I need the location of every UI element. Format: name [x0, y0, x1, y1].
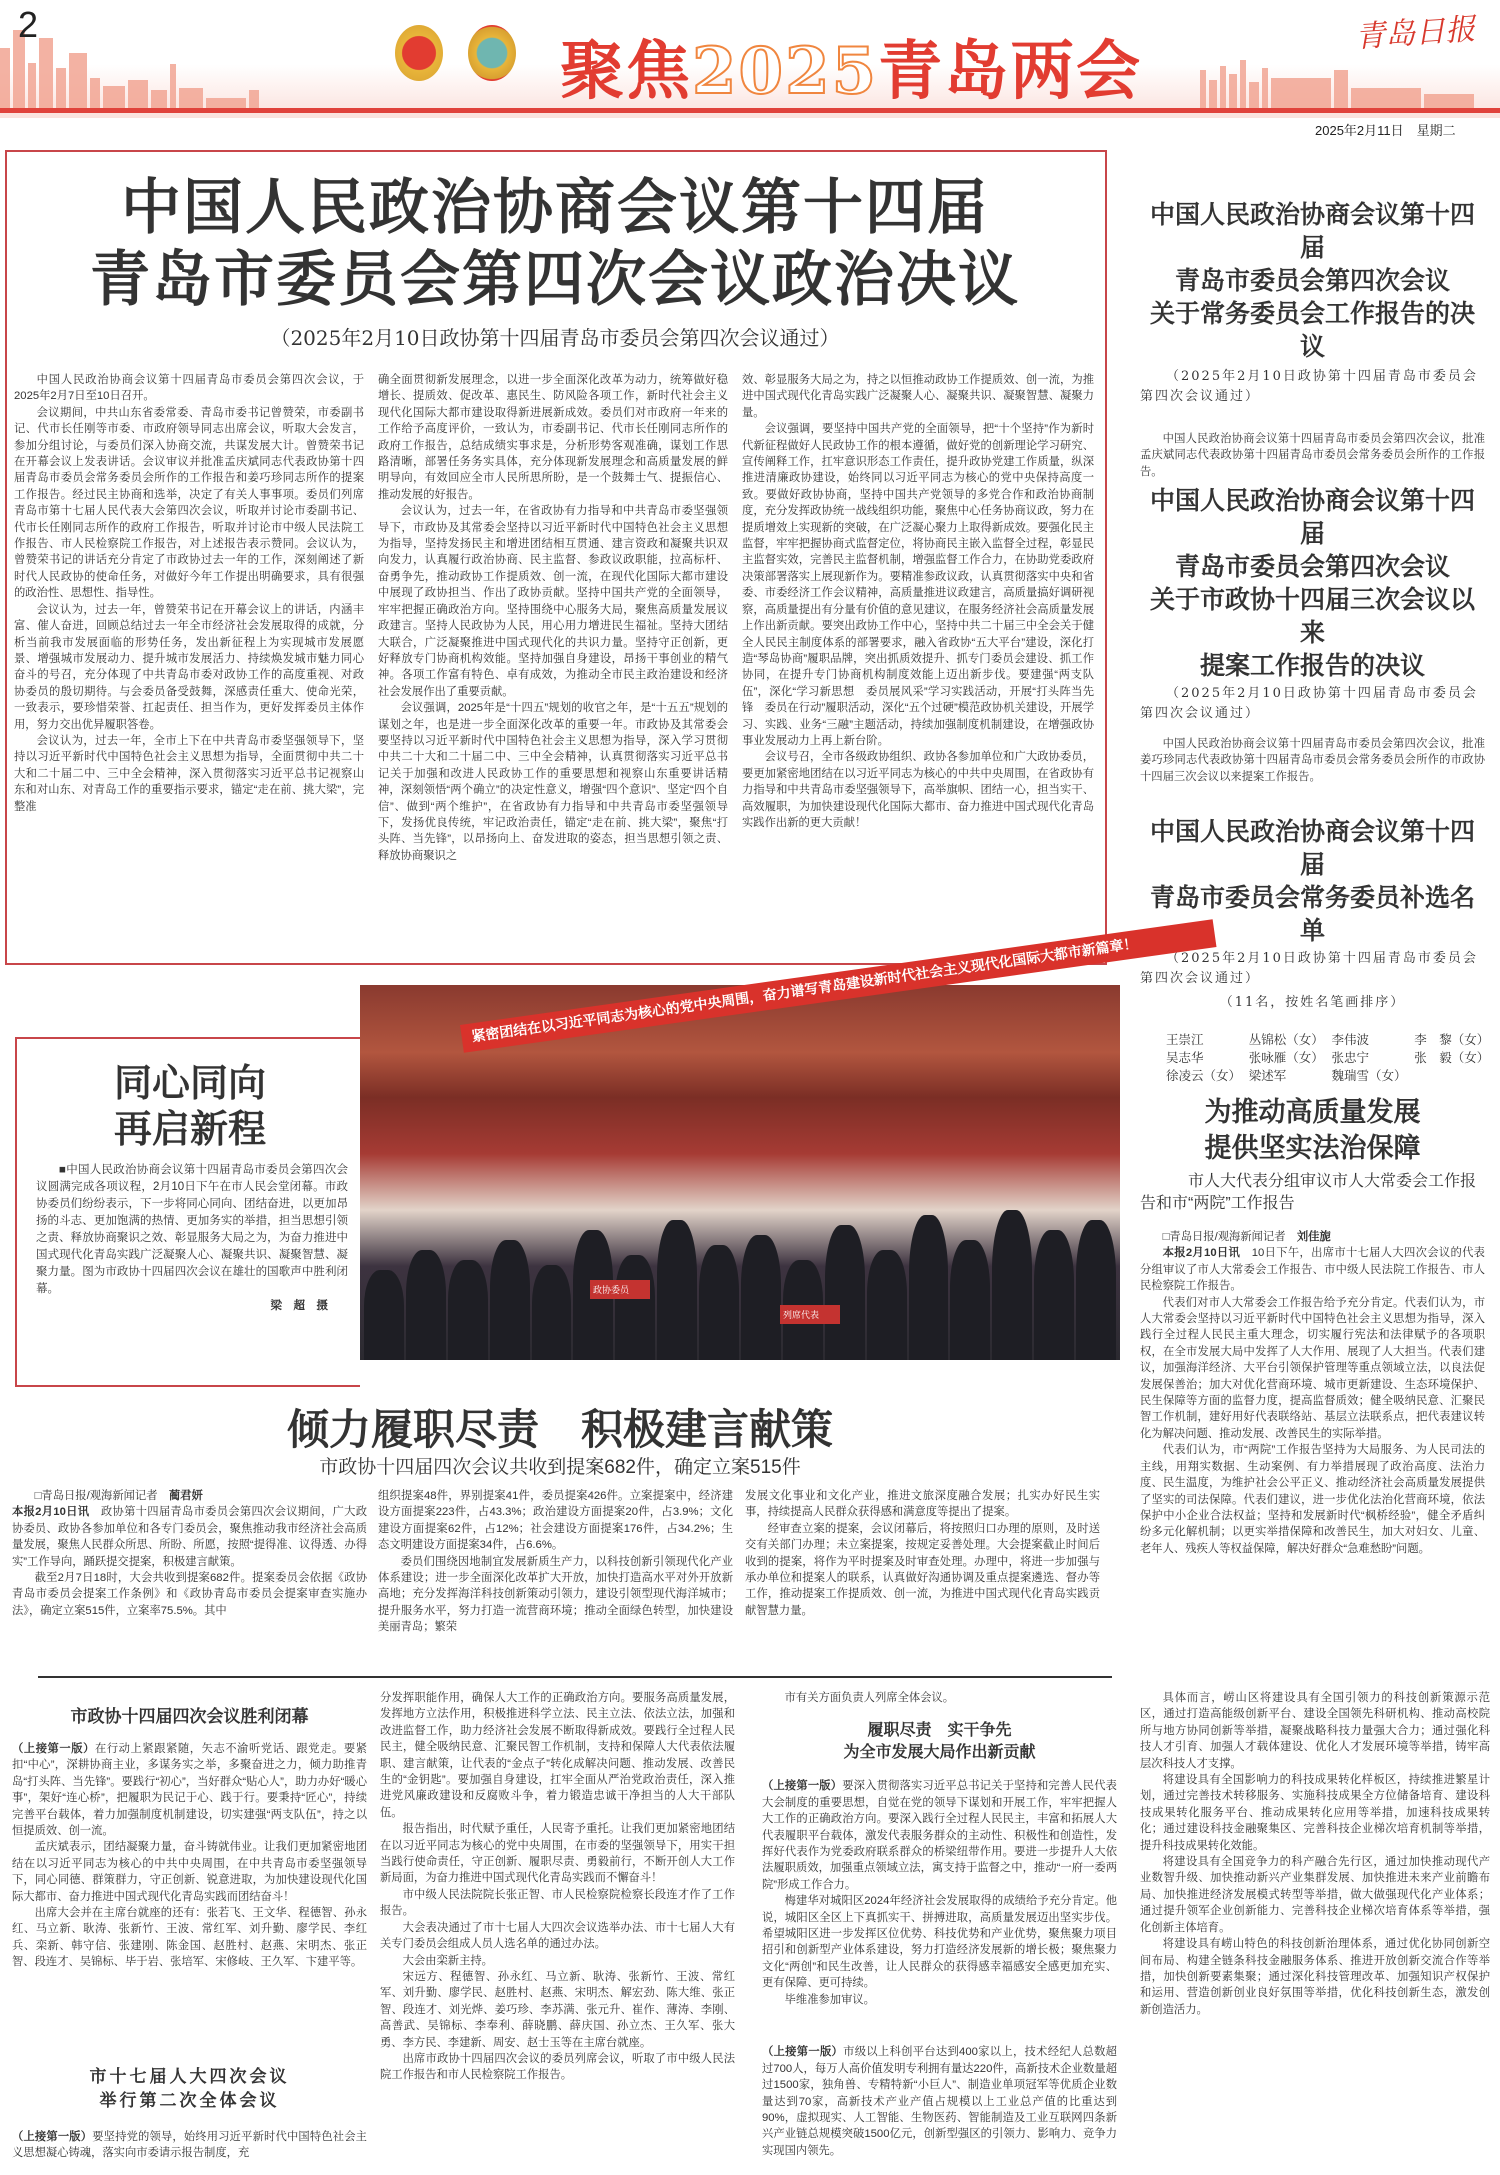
continued-label: （上接第一版） [762, 2046, 844, 2059]
paragraph: 将建设具有全国竞争力的科产融合先行区，通过加快推动现代产业数智升级、加快推动新兴产业集群发展、加快推进未来产业前瞻布局、加快推进经济发展模式转型等举措，做大做强现代化产业体系；通过提升领军企业创新能力、完善科技企业梯次培育体系等举措，强化创新主体培育。 [1140, 1856, 1490, 1934]
paragraph: 会议认为，过去一年，在省政协有力指导和中共青岛市委坚强领导下，市政协及其常委会坚持以习近平新时代中国特色社会主义思想为指导，坚持发扬民主和增进团结相互贯通、建言资政和凝聚共识双向发力，认真履行政治协商、民主监督、参政议政职能，拉高标杆、奋勇争先，推动政协工作提质效、创一流，在现代化国际大都市建设中展现了政协担当、作出了政协贡献。坚持中国共产党的全面领导，牢牢把握正确政治方向。坚持围绕中心服务大局，聚焦高质量发展议政建言。坚持人民政协为人民，用心用力增进民生福祉。坚持大团结大联合，广泛凝聚推进中国式现代化的共识力量。坚持守正创新，更好释放专门协商机构效能。坚持加强自身建设，昂扬干事创业的精气神。各项工作富有特色、卓有成效，为推动全市民主政治建设和经济社会发展作出了重要贡献。 [378, 505, 728, 698]
namelist-note: （11名，按姓名笔画排序） [1219, 995, 1406, 1010]
title-line: 青岛市委员会第四次会议 [1174, 552, 1450, 581]
paragraph: 效、彰显服务大局之为，持之以恒推动政协工作提质效、创一流，为推进中国式现代化青岛实践广泛凝聚人心、凝聚共识、凝聚智慧、凝聚力量。 [742, 374, 1094, 419]
title-line: 提案工作报告的决议 [1199, 651, 1425, 680]
paragraph: 会议号召，全市各级政协组织、政协各参加单位和广大政协委员，要更加紧密地团结在以习近平同志为核心的中共中央周围，在省政协有力指导和中共青岛市委坚强领导下，高举旗帜、团结一心，担当实干、高效履职，为加快建设现代化国际大都市、奋力推进中国式现代化青岛实践作出新的更大贡献！ [742, 751, 1094, 829]
bottom-column-1 [12, 1690, 367, 2163]
continued-label: （上接第一版） [12, 1743, 95, 1755]
proposal-column-1 [12, 1488, 367, 1638]
cppcc-close-title: 市政协十四届四次会议胜利闭幕 [70, 1707, 309, 1727]
skyline-right-illustration [1200, 55, 1474, 110]
article-body [1140, 1229, 1485, 1669]
npc-plenary-title [12, 2065, 367, 2113]
resolution-subtitle: （2025年2月10日政协第十四届青岛市委员会第四次会议通过） [1140, 686, 1478, 721]
paragraph: 分发挥职能作用，确保人大工作的正确政治方向。要服务高质量发展，发挥地方立法作用，积极推进科学立法、民主立法、依法立法，加强和改进监督工作，助力经济社会发展不断取得新成效。要践行全过程人民民主，健全吸纳民意、汇聚民智工作机制，支持和保障人大代表依法履职、建言献策，让代表的“金点子”转化成解决问题、推动发展、改善民生的“金钥匙”。要加强自身建设，扛牢全面从严治党政治责任，深入推进党风廉政建设和反腐败斗争，着力锻造忠诚干净担当的人大干部队伍。 [380, 1692, 735, 1819]
byline [1140, 1229, 1485, 1245]
paragraph: 发展文化事业和文化产业，推进文旅深度融合发展；扎实办好民生实事，持续提高人民群众获得感和满意度等提出了提案。 [745, 1490, 1100, 1519]
laoshan-article-start [762, 2044, 1117, 2157]
byline-prefix: □青岛日报/观海新闻记者 [34, 1490, 158, 1502]
main-article-column-1 [14, 372, 364, 960]
title-line: 为全市发展大局作出新贡献 [843, 1744, 1036, 1762]
dateline: 本报2月10日讯 [12, 1506, 90, 1519]
paragraph [12, 1504, 367, 1570]
paragraph: 委员们围绕因地制宜发展新质生产力，以科技创新引领现代化产业体系建设；进一步全面深化改革扩大开放，加快打造高水平对外开放新高地；充分发挥海洋科技创新策动引领力，建设引领型现代海洋城市；提升服务水平，努力打造一流营商环境；推动全面绿色转型，加快建设美丽青岛；繁荣 [378, 1555, 733, 1634]
member-name: 梁述军 [1248, 1069, 1287, 1083]
title-line: 青岛市委员会常务委员补选名单 [1149, 883, 1475, 945]
section-title-suffix: 青岛两会 [878, 34, 1143, 109]
paragraph: 经审查立案的提案，会议闭幕后，将按照归口办理的原则，及时送交有关部门办理；未立案提案，按规定妥善处理。大会提案截止时间后收到的提案，将作为平时提案及时审查处理。办理中，将进一步加强与承办单位和提案人的联系，认真做好沟通协调及重点提案遴选、督办等工作，推动提案工作提质效、创一流，为推进中国式现代化青岛实践贡献智慧力量。 [745, 1522, 1100, 1617]
member-name: 张忠宁 [1331, 1051, 1370, 1065]
member-name: 张 毅（女） [1414, 1051, 1490, 1065]
paragraph: 会议强调，2025年是“十四五”规划的收官之年，是“十五五”规划的谋划之年，也是进一步全面深化改革的重要一年。市政协及其常委会要坚持以习近平新时代中国特色社会主义思想为指导，深入学习贯彻中共二十大和二十届二中、三中全会精神，认真贯彻落实习近平总书记关于加强和改进人民政协工作的重要思想和视察山东重要讲话精神，深刻领悟“两个确立”的决定性意义，增强“四个意识”、坚定“四个自信”、做到“两个维护”，在省政协有力指导和中共青岛市委坚强领导下，发扬优良传统，牢记政治责任，锚定“走在前、挑大梁”，聚焦“打头阵、当先锋”，以昂扬向上、奋发进取的姿态，担当思想引领之责、释放协商聚识之 [378, 702, 728, 862]
continued-label: （上接第一版） [762, 1780, 843, 1793]
paragraph [762, 2044, 1117, 2159]
paragraph-text: 在行动上紧跟紧随，矢志不渝听党话、跟党走。要紧扣“中心”，深耕协商主业，多谋务实之举，多聚奋进之力，倾力助推青岛“打头阵、当先锋”。要践行“初心”，当好群众“贴心人”，助力办好“暖心事”，架好“连心桥”，把履职为民记于心、践于行。要秉持“匠心”，持续完善平台载体，着力加强制度机制建设，切实建强“两支队伍”，持之以恒提质效、创一流。 [12, 1743, 367, 1838]
bottom-column-2 [380, 1690, 735, 2160]
paragraph [762, 1778, 1117, 1893]
photo-banner-slogan: 紧密团结在以习近平同志为核心的党中央周围，奋力谱写青岛建设新时代社会主义现代化国际大都市新篇章！ [460, 919, 1217, 1052]
bottom-column-3 [762, 1690, 1117, 2157]
title-line: 市十七届人大四次会议 [89, 2067, 290, 2087]
paragraph: 出席市政协十四届四次会议的委员列席会议，听取了市中级人民法院工作报告和市人民检察院工作报告。 [380, 2052, 735, 2082]
headline-line: 同心同向 [113, 1060, 266, 1105]
reporter-name: 蔺君妍 [168, 1490, 203, 1502]
title-line: 履职尽责 实干争先 [867, 1722, 1012, 1740]
photo-sign: 列席代表 [780, 1305, 840, 1324]
main-title-line2: 青岛市委员会第四次会议政治决议 [90, 245, 1020, 315]
photo-crowd [360, 1210, 1120, 1360]
title-line: 中国人民政治协商会议第十四届 [1149, 817, 1475, 879]
issue-date: 2025年2月11日 星期二 [1315, 123, 1456, 138]
article-subtitle: 市人大代表分组审议市人大常委会工作报告和市“两院”工作报告 [1140, 1173, 1477, 1212]
proposal-column-2 [378, 1488, 733, 1638]
paragraph [12, 1741, 367, 1839]
paragraph: 中国人民政治协商会议第十四届青岛市委员会第四次会议，批准孟庆斌同志代表政协第十四届青岛市委员会常务委员会所作的工作报告。 [1140, 433, 1485, 478]
resolution-title [1140, 484, 1485, 682]
title-line: 中国人民政治协商会议第十四届 [1149, 200, 1475, 262]
paragraph: 大会由栾新主持。 [402, 1954, 493, 1967]
paragraph: 宋远方、程德智、孙永红、马立新、耿涛、张新竹、王波、常红军、刘升勤、廖学民、赵胜村、赵燕、宋明杰、解宏劲、陈大维、张正智、段连才、刘光烨、姜巧珍、李苏满、张元升、崔作、薄涛、李刚、高善武、吴锦标、李奉利、薛晓鹏、薛庆国、孙立杰、王久军、张大勇、李方民、李建新、周安、赵士玉等在主席台就座。 [380, 1970, 735, 2049]
proposal-article-subtitle: 市政协十四届四次会议共收到提案682件，确定立案515件 [319, 1457, 801, 1478]
npc-review-article [1140, 1095, 1485, 1669]
member-name: 李 黎（女） [1414, 1033, 1490, 1047]
dateline: 本报2月10日讯 [1162, 1247, 1241, 1260]
paragraph: 会议期间，中共山东省委常委、青岛市委书记曾赞荣，市委副书记、代市长任刚等市委、市政府领导同志出席会议，听取大会发言，参加分组讨论，与委员们深入协商交流，共谋发展大计。曾赞荣书记在开幕会议上发表讲话。会议审议并批准孟庆斌同志代表政协第十四届青岛市委员会常务委员会所作的工作报告和姜巧珍同志所作的提案工作报告。经过民主协商和选举，决定了有关人事事项。委员们列席青岛市第十七届人民代表大会第四次会议，听取并讨论市委副书记、代市长任刚同志所作的政府工作报告，听取并讨论市中级人民法院工作报告、市人民检察院工作报告，对上述报告表示赞同。会议认为，曾赞荣书记的讲话充分肯定了市政协过去一年的工作，深刻阐述了新时代人民政协的使命任务，对做好今年工作提出明确要求，具有很强的政治性、思想性、指导性。 [14, 406, 364, 600]
byline-prefix: □青岛日报/观海新闻记者 [1162, 1231, 1286, 1243]
page-number: 2 [18, 4, 39, 45]
resolution-body [1140, 736, 1485, 785]
photographer-credit: 梁 超 摄 [270, 1300, 328, 1312]
main-article-column-2 [378, 372, 728, 960]
paragraph-text: 要深入贯彻落实习近平总书记关于坚持和完善人民代表大会制度的重要思想，自觉在党的领导下谋划和开展工作，牢牢把握人大工作的正确政治方向。要深入践行全过程人民民主，丰富和拓展人大代表履职平台载体，激发代表服务群众的主动性、积极性和创造性，发挥好代表作为党委政府联系群众的桥梁纽带作用。要进一步提升人大依法履职质效，加强重点领域立法，寓支持于监督之中，推动“一府一委两院”形成工作合力。 [762, 1780, 1117, 1891]
paragraph-text: 政协第十四届青岛市委员会第四次会议期间，广大政协委员、政协各参加单位和各专门委员会，聚焦推动我市经济社会高质量发展，聚焦人民群众所思、所盼、所愿，按照“提得准、议得透、办得实”工作导向，踊跃提交提案，积极建言献策。 [12, 1506, 367, 1568]
paragraph [1140, 1245, 1485, 1294]
resolution-standing-committee [1140, 198, 1485, 480]
conference-hall-photo [360, 936, 1139, 1360]
paragraph: 组织提案48件，界别提案41件，委员提案426件。立案提案中，经济建设方面提案223件，占43.3%；政治建设方面提案20件，占3.9%；文化建设方面提案62件，占12%；社会建设方面提案176件，占34.2%；生态文明建设方面提案34件，占6.6%。 [378, 1490, 733, 1552]
title-line: 青岛市委员会第四次会议 [1174, 266, 1450, 295]
section-divider [38, 1676, 1112, 1678]
paragraph: 出席大会并在主席台就座的还有：张若飞、王文华、程德智、孙永红、马立新、耿涛、张新竹、王波、常红军、刘升勤、廖学民、李红兵、栾新、韩守信、张建刚、陈金国、赵胜村、赵燕、宋明杰、张正智、段连才、吴锦标、毕于岩、张培军、宋修岐、王久军、卞建平等。 [12, 1907, 367, 1969]
title-line: 为推动高质量发展 [1204, 1097, 1421, 1128]
section-title [560, 20, 1142, 112]
title-line: 关于市政协十四届三次会议以来 [1149, 585, 1475, 647]
newspaper-logo: 青岛日报 [1354, 11, 1477, 56]
paragraph: 确全面贯彻新发展理念，以进一步全面深化改革为动力，统筹做好稳增长、提质效、促改革、惠民生、防风险各项工作，新时代社会主义现代化国际大都市建设取得新进展新成效。委员们对市政府一年来的工作给予高度评价，一致认为，市委副书记、代市长任刚同志所作的政府工作报告，总结成绩实事求是，分析形势客观准确，谋划工作思路清晰，部署任务务实具体，充分体现新发展理念和高质量发展的鲜明导向，有效回应全市人民所思所盼，是一个鼓舞士气、提振信心、推动发展的好报告。 [378, 374, 728, 501]
paragraph: 将建设具有全国影响力的科技成果转化样板区，持续推进繁星计划，通过完善技术转移服务、实施科技成果全方位储备培育、建设科技成果转化服务平台、推动成果转化应用等举措，加速科技成果转化；通过建设科技金融聚集区、完善科技企业梯次培育机制等举措，提升科技成果转化效能。 [1140, 1774, 1490, 1852]
cppcc-close-body [12, 1741, 367, 2039]
paragraph: 市有关方面负责人列席全体会议。 [784, 1692, 955, 1704]
proposal-article-title: 倾力履职尽责 积极建言献策 [286, 1405, 833, 1454]
proposal-column-3 [745, 1488, 1100, 1638]
photo-caption [36, 1162, 348, 1315]
bottom-column-4 [1140, 1690, 1490, 2170]
title-line: 中国人民政治协商会议第十四届 [1149, 486, 1475, 548]
paragraph: 代表们对市人大常委会工作报告给予充分肯定。代表们认为，市人大常委会坚持以习近平新时代中国特色社会主义思想为指导，深入践行全过程人民民主重大理念，切实履行宪法和法律赋予的各项职权，在全市发展大局中发挥了人大作用、展现了人大担当。代表们建议，加强海洋经济、大平台引领保护管理等重点领域立法，以良法促发展保善治；加大对优化营商环境、城市更新建设、生态环境保护、民生保障等方面的监督力度，提高监督质效；健全吸纳民意、汇聚民智工作机制，建好用好代表联络站、基层立法联系点，把代表建议转化为解决问题、推动发展、改善民生的实际举措。 [1140, 1296, 1485, 1440]
section-title-prefix: 聚焦 [560, 34, 692, 109]
continued-label: （上接第一版） [12, 2131, 93, 2143]
section-title-year: 2025 [692, 34, 879, 109]
cppcc-emblem-icon [468, 25, 516, 81]
photo-sign: 政协委员 [590, 1280, 650, 1299]
main-article-title [20, 172, 1090, 316]
member-name: 李伟波 [1331, 1033, 1370, 1047]
npc-plenary-body [12, 2129, 367, 2163]
paragraph: 截至2月7日18时，大会共收到提案682件。提案委员会依据《政协青岛市委员会提案工作条例》和《政协青岛市委员会提案审查实施办法》，确定立案515件，立案率75.5%。其中 [12, 1572, 367, 1617]
national-emblem-icon [395, 25, 443, 81]
paragraph: 中国人民政治协商会议第十四届青岛市委员会第四次会议，于2025年2月7日至10日召开。 [14, 374, 364, 403]
paragraph: 市中级人民法院院长张正智、市人民检察院检察长段连才作了工作报告。 [380, 1888, 735, 1918]
reporter-name: 刘佳旎 [1296, 1231, 1331, 1243]
member-name: 张咏雁（女） [1248, 1051, 1324, 1065]
main-article-column-3 [742, 372, 1094, 960]
title-line: 关于常务委员会工作报告的决议 [1149, 299, 1475, 361]
paragraph-text: 市级以上科创平台达到400家以上，技术经纪人总数超过700人，每万人高价值发明专利拥有量达220件，高新技术企业数量超过1500家，独角兽、专精特新“小巨人”、制造业单项冠军等优质企业数量达到70家，高新技术产业产值占规模以上工业总产值的比重达到90%，虚拟现实、人工智能、生物医药、智能制造及工业互联网四条新兴产业链总规模突破1500亿元，创新型强区的引领力、影响力、竞争力实现国内领先。 [762, 2046, 1117, 2157]
resolution-proposals [1140, 484, 1485, 785]
namelist-subtitle: （2025年2月10日政协第十四届青岛市委员会第四次会议通过） [1140, 951, 1478, 986]
resolution-subtitle: （2025年2月10日政协第十四届青岛市委员会第四次会议通过） [1140, 369, 1478, 404]
member-name: 丛锦松（女） [1248, 1033, 1324, 1047]
member-name: 徐凌云（女） [1166, 1069, 1242, 1083]
duty-article-body [762, 1778, 1117, 2028]
member-name: 王崇江 [1166, 1033, 1204, 1047]
member-name: 魏瑞雪（女） [1331, 1069, 1407, 1083]
paragraph: 毕维准参加审议。 [784, 1993, 875, 2006]
paragraph: 具体而言，崂山区将建设具有全国引领力的科技创新策源示范区，通过打造高能级创新平台、建设全国领先科研机构、推动高校院所与地方协同创新等举措，凝聚战略科技力量强大合力；通过强化科技人才引育、加强人才载体建设、优化人才发展环境等举措，铸牢高层次科技人才支撑。 [1140, 1692, 1490, 1770]
title-line: 举行第二次全体会议 [99, 2091, 280, 2111]
paragraph: 孟庆斌表示，团结凝聚力量，奋斗铸就伟业。让我们更加紧密地团结在以习近平同志为核心的中共中央周围，在中共青岛市委坚强领导下，同心同德、群策群力，守正创新、锐意进取，为加快建设现代化国际大都市、奋力推进中国式现代化青岛实践而团结奋斗！ [12, 1841, 367, 1903]
paragraph: 中国人民政治协商会议第十四届青岛市委员会第四次会议，批准姜巧珍同志代表政协第十四届青岛市委员会常务委员会所作的市政协十四届三次会议以来提案工作报告。 [1140, 738, 1485, 783]
paragraph: 会议认为，过去一年，全市上下在中共青岛市委坚强领导下，坚持以习近平新时代中国特色社会主义思想为指导，全面贯彻中共二十大和二十届二中、三中全会精神，深入贯彻落实习近平总书记视察山东和对山东、对青岛工作的重要指示要求，锚定“走在前、挑大梁”，完整准 [14, 734, 364, 813]
paragraph: 会议认为，过去一年，曾赞荣书记在开幕会议上的讲话，内涵丰富、催人奋进，回顾总结过去一年全市经济社会发展取得的成就，分析当前我市发展面临的形势任务，发出新征程上为实现城市发展愿景、增强城市发展动力、提升城市发展活力、持续焕发城市魅力同心奋斗的号召，充分体现了中共青岛市委对政协工作的高度重视、对政协委员的殷切期待。与会委员备受鼓舞，深感责任重大、使命光荣，一致表示，要珍惜荣誉、扛起责任、担当作为，更好发挥委员主体作用，努力交出优异履职答卷。 [14, 603, 364, 731]
paragraph: 梅建华对城阳区2024年经济社会发展取得的成绩给予充分肯定。他说，城阳区全区上下真抓实干、拼搏进取，高质量发展迈出坚实步伐。希望城阳区进一步发挥区位优势、科技优势和产业优势，聚焦聚力项目招引和创新型产业体系建设，努力打造经济发展新的增长极；聚焦聚力文化“两创”和民生改善，让人民群众的获得感幸福感安全感更加充实、更有保障、更可持续。 [762, 1895, 1117, 1990]
byline [12, 1488, 367, 1504]
paragraph-wrap [762, 1690, 1117, 1706]
skyline-left-illustration [0, 28, 259, 108]
paragraph: 代表们认为，市“两院”工作报告坚持为大局服务、为人民司法的主线，用翔实数据、生动案例、有力举措展现了政治高度、法治力度、民生温度，为维护社会公平正义、推动经济社会高质量发展提供了坚实的司法保障。代表们建议，进一步优化法治化营商环境，依法保护中小企业合法权益；坚持和发展新时代“枫桥经验”，健全矛盾纠纷多元化解机制；以更实举措保障和改善民生，加大对妇女、儿童、老年人、残疾人等权益保障，解决好群众“急难愁盼”问题。 [1140, 1444, 1485, 1555]
namelist-grid [1166, 1031, 1490, 1085]
main-title-line1: 中国人民政治协商会议第十四届 [121, 173, 989, 243]
paragraph: 报告指出，时代赋予重任，人民寄予重托。让我们更加紧密地团结在以习近平同志为核心的党中央周围，在市委的坚强领导下，用实干担当践行使命责任，守正创新、履职尽责、勇毅前行，不断开创人大工作新局面，为奋力推进中国式现代化青岛实践而不懈奋斗！ [380, 1823, 735, 1885]
headline-line: 再启新程 [113, 1106, 266, 1151]
duty-article-title [762, 1720, 1117, 1764]
resolution-title [1140, 198, 1485, 363]
member-name: 吴志华 [1166, 1051, 1204, 1065]
article-headline [1140, 1095, 1485, 1167]
paragraph-text: 要坚持党的领导，始终用习近平新时代中国特色社会主义思想凝心铸魂，落实向市委请示报告制度，充 [12, 2131, 367, 2160]
paragraph-text: 10日下午，出席市十七届人大四次会议的代表分组审议了市人大常委会工作报告、市中级人民法院工作报告、市人民检察院工作报告。 [1140, 1247, 1485, 1293]
paragraph: 会议强调，要坚持中国共产党的全面领导，把“十个坚持”作为新时代新征程做好人民政协工作的根本遵循，做好党的创新理论学习研究、宣传阐释工作，扛牢意识形态工作责任，提升政协党建工作质量，纵深推进清廉政协建设，始终同以习近平同志为核心的党中央保持高度一致。要做好政协协商，坚持中国共产党领导的多党合作和政治协商制度，充分发挥政协统一战线组织功能，聚焦中心任务协商议政，努力在提质增效上实现新的突破，在广泛凝心聚力上取得新成效。要强化民主监督，牢牢把握协商式监督定位，将协商民主嵌入监督全过程，彰显民主监督实效，完善民主监督机制，增强监督工作合力，在协助党委政府决策部署落实上展现新作为。要精准参政议政，认真贯彻落实中央和省委、市委经济工作会议精神，高质量推进议政建言，高质量搞好调研视察，高质量提出有分量有价值的意见建议，在服务经济社会高质量发展上作出新贡献。要突出政协工作中心，坚持中共二十届三中全会关于健全人民民主制度体系的部署要求，融入省政协“五大平台”建设，深化打造“琴岛协商”履职品牌，突出抓质效提升、抓专门委员会建设、抓工作协同，在提升专门协商机构制度效能上迈出新步伐。要建强“两支队伍”，深化“学习新思想 委员展风采”学习实践活动，开展“打头阵当先锋 委员在行动”履职活动，深化“五个过硬”模范政协机关建设，开展学习、实践、业务“三融”主题活动，持续加强制度机制建设，在增强政协事业发展动力上再上新台阶。 [742, 423, 1094, 747]
title-line: 提供坚实法治保障 [1204, 1133, 1421, 1164]
paragraph: 大会表决通过了市十七届人大四次会议选举办法、市十七届人大有关专门委员会组成人员人选名单的通过办法。 [380, 1921, 735, 1951]
paragraph [12, 2129, 367, 2162]
main-article-subtitle: （2025年2月10日政协第十四届青岛市委员会第四次会议通过） [270, 326, 840, 350]
caption-text: ■中国人民政治协商会议第十四届青岛市委员会第四次会议圆满完成各项议程，2月10日下午在市人民会堂闭幕。市政协委员们纷纷表示，下一步将同心同向、团结奋进，以更加昂扬的斗志、更加饱满的热情、更加务实的举措，担当思想引领之责、释放协商聚识之效、彰显服务大局之为，为奋力推进中国式现代化青岛实践广泛凝聚人心、凝聚共识、凝聚智慧、凝聚力量。图为市政协十四届四次会议在雄壮的国歌声中胜利闭幕。 [36, 1164, 348, 1295]
paragraph: 将建设具有崂山特色的科技创新治理体系，通过优化协同创新空间布局、构建全链条科技金融服务体系、推进开放创新交流合作等举措，加快创新要素集聚；通过深化科技管理改革、加强知识产权保护和运用、营造创新创业良好氛围等举措，优化科技创新生态，激发创新创造活力。 [1140, 1938, 1490, 2016]
resolution-body [1140, 431, 1485, 480]
photo-story-headline [40, 1060, 340, 1152]
